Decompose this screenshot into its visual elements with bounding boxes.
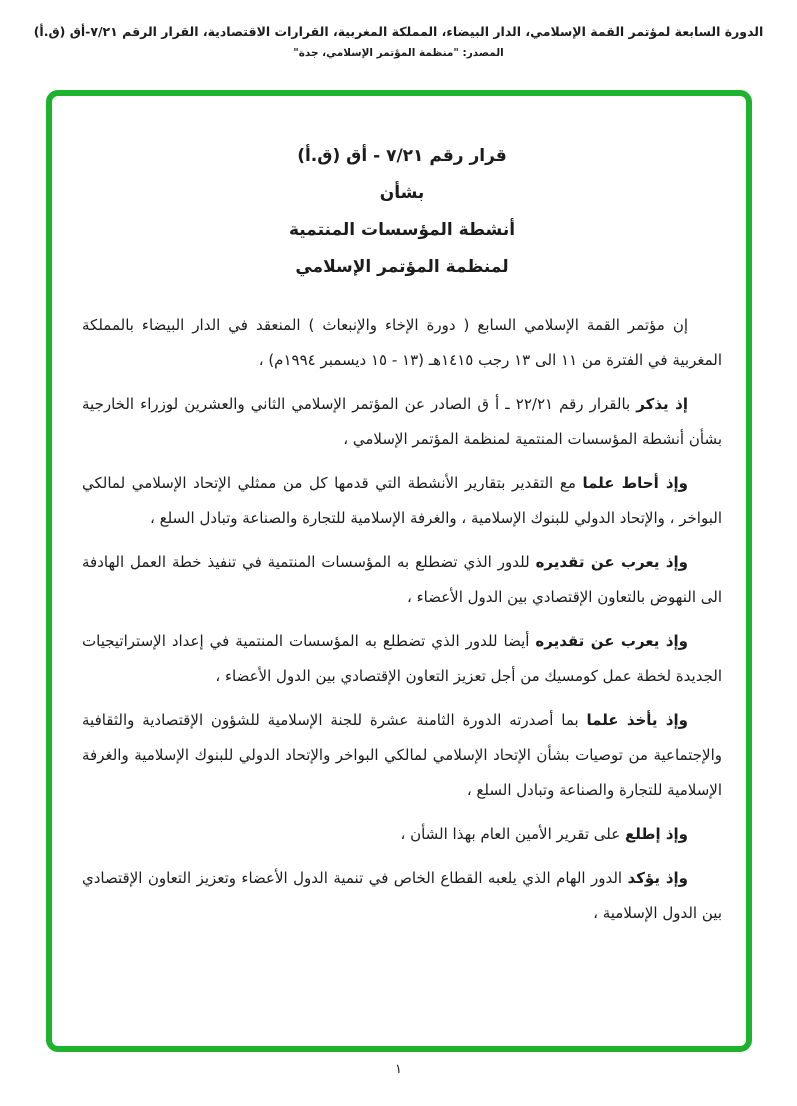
clause-text: إن مؤتمر القمة الإسلامي السابع ( دورة الإخاء والإنبعاث ) المنعقد في الدار البيضاء بالمملكة المغربية في الفترة من ١١ الى ١٣ رجب ١٤١٥هـ (١٣ - ١٥ ديسمبر ١٩٩٤م) ، (82, 316, 722, 369)
clause-text: مع التقدير بتقارير الأنشطة التي قدمها كل من ممثلي الإتحاد الإسلامي لمالكي البواخر ، والإتحاد الدولي للبنوك الإسلامية ، والغرفة الإسلامية للتجارة والصناعة وتبادل السلع ، (82, 474, 722, 527)
clause-text: بما أصدرته الدورة الثامنة عشرة للجنة الإسلامية للشؤون الإقتصادية والثقافية والإجتماعية من توصيات بشأن الإتحاد الإسلامي لمالكي البواخر والإتحاد الدولي للبنوك الإسلامية والغرفة الإسلامية للتجارة والصناعة وتبادل السلع ، (82, 711, 722, 799)
clause-lead: وإذ يؤكد (627, 869, 688, 887)
clause-text: على تقرير الأمين العام بهذا الشأن ، (400, 825, 625, 843)
clause-text: للدور الذي تضطلع به المؤسسات المنتمية في تنفيذ خطة العمل الهادفة الى النهوض بالتعاون الإقتصادي بين الدول الأعضاء ، (82, 553, 722, 606)
clause-text: بالقرار رقم ٢٢/٢١ ـ أ ق الصادر عن المؤتمر الإسلامي الثاني والعشرين لوزراء الخارجية بشأن أنشطة المؤسسات المنتمية لمنظمة المؤتمر الإسلامي ، (82, 395, 722, 448)
decree-clause-taking-note (82, 466, 722, 536)
decree-title-organization: لمنظمة المؤتمر الإسلامي (295, 257, 509, 277)
clause-text: أيضا للدور الذي تضطلع به المؤسسات المنتمية في إعداد الإستراتيجيات الجديدة لخطة عمل كومسيك من أجل تعزيز التعاون الإقتصادي بين الدول الأعضاء ، (82, 632, 722, 685)
citation-header (0, 24, 797, 59)
decree-clause-recalling (82, 387, 722, 457)
clause-lead: وإذ يعرب عن تقديره (535, 553, 688, 571)
decree-title-block (82, 138, 722, 286)
decree-clause-report (82, 817, 722, 852)
clause-lead: وإذ إطلع (624, 825, 688, 843)
clause-lead: وإذ يعرب عن تقديره (535, 632, 688, 650)
decree-title-subject: أنشطة المؤسسات المنتمية (288, 220, 516, 240)
scanned-decree-page (52, 96, 746, 931)
decree-title-regarding: بشأن (379, 183, 425, 203)
decree-clause-noting-session (82, 703, 722, 808)
decree-clause-appreciation-1 (82, 545, 722, 615)
clause-lead: إذ يذكر (636, 395, 689, 413)
decree-clause-affirming (82, 861, 722, 931)
page-number: ١ (395, 1062, 402, 1077)
clause-lead: وإذ يأخذ علما (586, 711, 688, 729)
clause-text: الدور الهام الذي يلعبه القطاع الخاص في تنمية الدول الأعضاء وتعزيز التعاون الإقتصادي بين الدول الإسلامية ، (82, 869, 722, 922)
citation-header-source-line: المصدر: "منظمة المؤتمر الإسلامي، جدة" (293, 47, 504, 59)
green-highlight-frame (46, 90, 752, 1052)
decree-clause-appreciation-2 (82, 624, 722, 694)
clause-lead: وإذ أحاط علما (582, 474, 688, 492)
decree-preamble (82, 308, 722, 378)
decree-number-title: قرار رقم ٧/٢١ - أق (ق.أ) (297, 146, 507, 166)
citation-header-line1: الدورة السابعة لمؤتمر القمة الإسلامي، الدار البيضاء، المملكة المغربية، القرارات الاقتصادية، القرار الرقم ٧/٢١-أق (ق.أ) (33, 24, 764, 39)
